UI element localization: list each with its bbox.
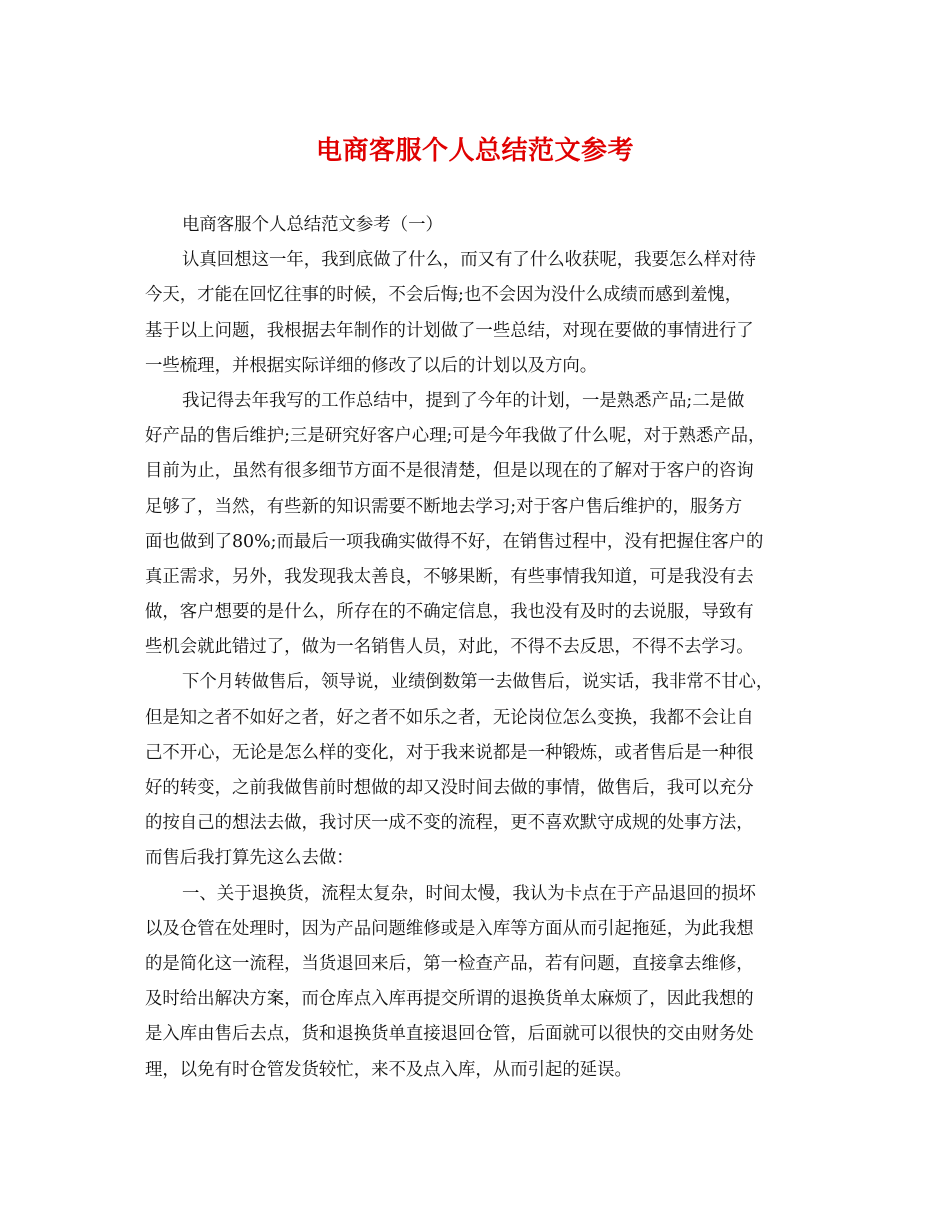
text-line: 好的转变，之前我做售前时想做的却又没时间去做的事情，做售后，我可以充分 bbox=[145, 778, 754, 798]
document-title: 电商客服个人总结范文参考 bbox=[315, 136, 634, 166]
text-line: 目前为止，虽然有很多细节方面不是很清楚，但是以现在的了解对于客户的咨询 bbox=[145, 461, 754, 482]
text-line: 真正需求，另外，我发现我太善良，不够果断，有些事情我知道，可是我没有去 bbox=[145, 566, 754, 587]
text-line: 但是知之者不如好之者，好之者不如乐之者，无论岗位怎么变换，我都不会让自 bbox=[145, 707, 754, 728]
text-line: 的按自己的想法去做，我讨厌一成不变的流程，更不喜欢默守成规的处事方法， bbox=[145, 813, 754, 834]
text-line: 电商客服个人总结范文参考（一） bbox=[182, 215, 443, 235]
text-line: 而售后我打算先这么去做： bbox=[145, 848, 354, 869]
document-body bbox=[145, 208, 809, 1088]
text-line: 做，客户想要的是什么，所存在的不确定信息，我也没有及时的去说服，导致有 bbox=[145, 602, 754, 623]
text-line: 好产品的售后维护;三是研究好客户心理;可是今年我做了什么呢，对于熟悉产品， bbox=[145, 426, 766, 447]
text-line: 足够了，当然，有些新的知识需要不断地去学习;对于客户售后维护的，服务方 bbox=[145, 496, 743, 517]
text-line: 一些梳理，并根据实际详细的修改了以后的计划以及方向。 bbox=[145, 355, 598, 376]
text-line: 认真回想这一年，我到底做了什么，而又有了什么收获呢，我要怎么样对待 bbox=[182, 250, 756, 271]
text-line: 一、关于退换货，流程太复杂，时间太慢，我认为卡点在于产品退回的损坏 bbox=[182, 883, 756, 904]
text-line: 下个月转做售后，领导说，业绩倒数第一去做售后，说实话，我非常不甘心， bbox=[182, 672, 774, 693]
text-line: 面也做到了80%;而最后一项我确实做得不好，在销售过程中，没有把握住客户的 bbox=[145, 531, 764, 552]
text-line: 是入库由售后去点，货和退换货单直接退回仓管，后面就可以很快的交由财务处 bbox=[145, 1024, 754, 1045]
text-line: 今天，才能在回忆往事的时候，不会后悔;也不会因为没什么成绩而感到羞愧， bbox=[145, 285, 743, 306]
text-line: 的是简化这一流程，当货退回来后，第一检查产品，若有问题，直接拿去维修， bbox=[145, 953, 754, 974]
text-line: 基于以上问题，我根据去年制作的计划做了一些总结，对现在要做的事情进行了 bbox=[145, 320, 754, 341]
text-line: 我记得去年我写的工作总结中，提到了今年的计划，一是熟悉产品;二是做 bbox=[182, 390, 745, 411]
text-line: 以及仓管在处理时，因为产品问题维修或是入库等方面从而引起拖延，为此我想 bbox=[145, 918, 754, 939]
text-line: 及时给出解决方案，而仓库点入库再提交所谓的退换货单太麻烦了，因此我想的 bbox=[145, 989, 754, 1010]
text-line: 些机会就此错过了，做为一名销售人员，对此，不得不去反思，不得不去学习。 bbox=[145, 637, 754, 658]
text-line: 理，以免有时仓管发货较忙，来不及点入库，从而引起的延误。 bbox=[145, 1059, 632, 1080]
text-line: 己不开心，无论是怎么样的变化，对于我来说都是一种锻炼，或者售后是一种很 bbox=[145, 742, 754, 763]
